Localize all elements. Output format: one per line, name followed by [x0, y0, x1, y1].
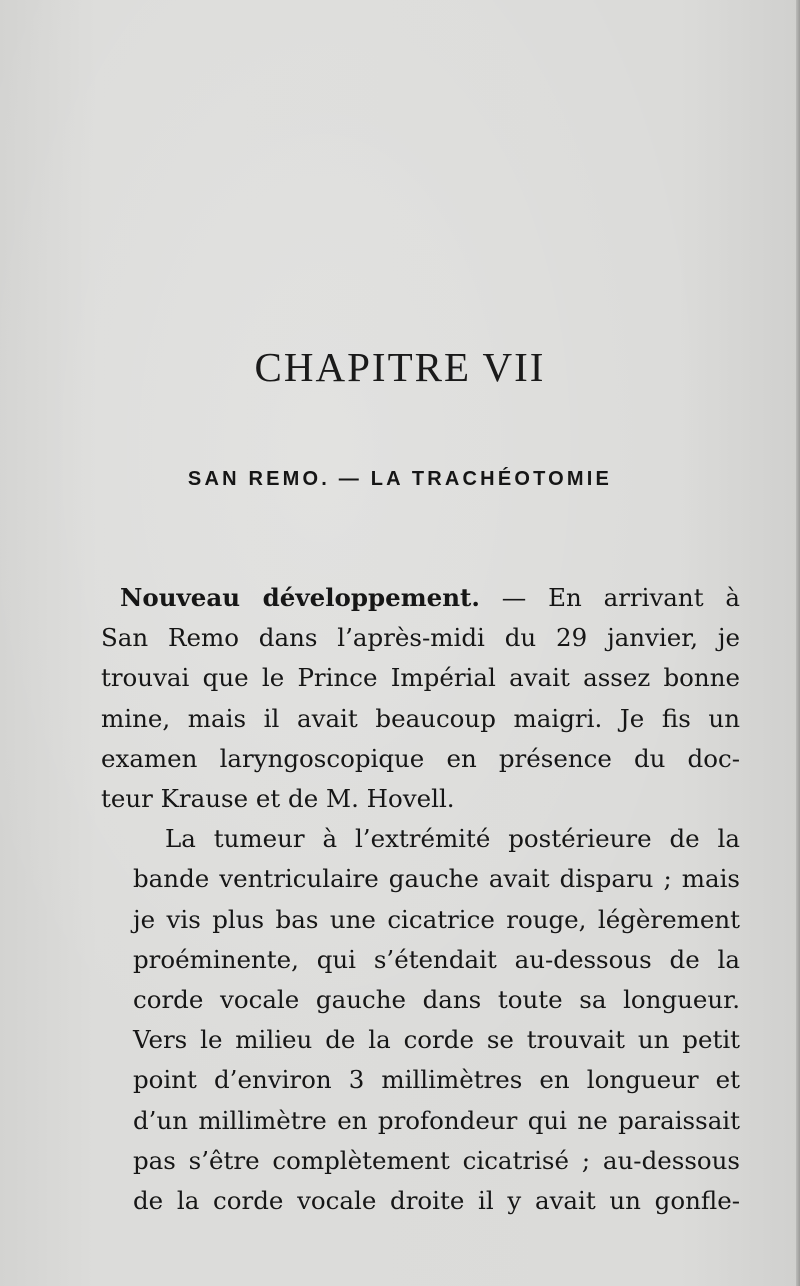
text-line: corde vocale gauche dans toute sa longueur.: [133, 985, 740, 1015]
text-line: pas s’être complètement cicatrisé ; au-dessous: [133, 1145, 740, 1175]
text-line: point d’environ 3 millimètres en longueur et: [133, 1065, 740, 1095]
text-line: mine, mais il avait beaucoup maigri. Je fis un: [101, 703, 740, 733]
text-line-content: — En arrivant à: [501, 583, 740, 612]
text-line: La tumeur à l’extrémité postérieure de la: [165, 824, 740, 854]
text-line: Vers le milieu de la corde se trouvait un petit: [133, 1025, 740, 1055]
text-line: trouvai que le Prince Impérial avait assez bonne: [101, 663, 740, 693]
paragraph-2: [101, 819, 740, 1221]
text-line: d’un millimètre en profondeur qui ne paraissait: [133, 1105, 740, 1135]
text-line: de la corde vocale droite il y avait un gonfle-: [133, 1186, 740, 1216]
text-line: examen laryngoscopique en présence du doc-: [101, 743, 740, 773]
text-line: [101, 578, 740, 618]
paragraph-lead-in: Nouveau développement.: [120, 583, 480, 612]
text-line: je vis plus bas une cicatrice rouge, légèrement: [133, 904, 740, 934]
text-line: bande ventriculaire gauche avait disparu ; mais: [133, 864, 740, 894]
paragraph-1: [101, 578, 740, 819]
text-line: proéminente, qui s’étendait au-dessous de la: [133, 944, 740, 974]
body-text: [101, 578, 740, 1221]
chapter-title: CHAPITRE VII: [254, 344, 546, 390]
page-edge-shadow: [796, 0, 800, 1286]
text-line: San Remo dans l’après-midi du 29 janvier, je: [101, 623, 740, 653]
text-line: teur Krause et de M. Hovell.: [101, 784, 455, 814]
section-heading: SAN REMO. — LA TRACHÉOTOMIE: [187, 468, 613, 490]
